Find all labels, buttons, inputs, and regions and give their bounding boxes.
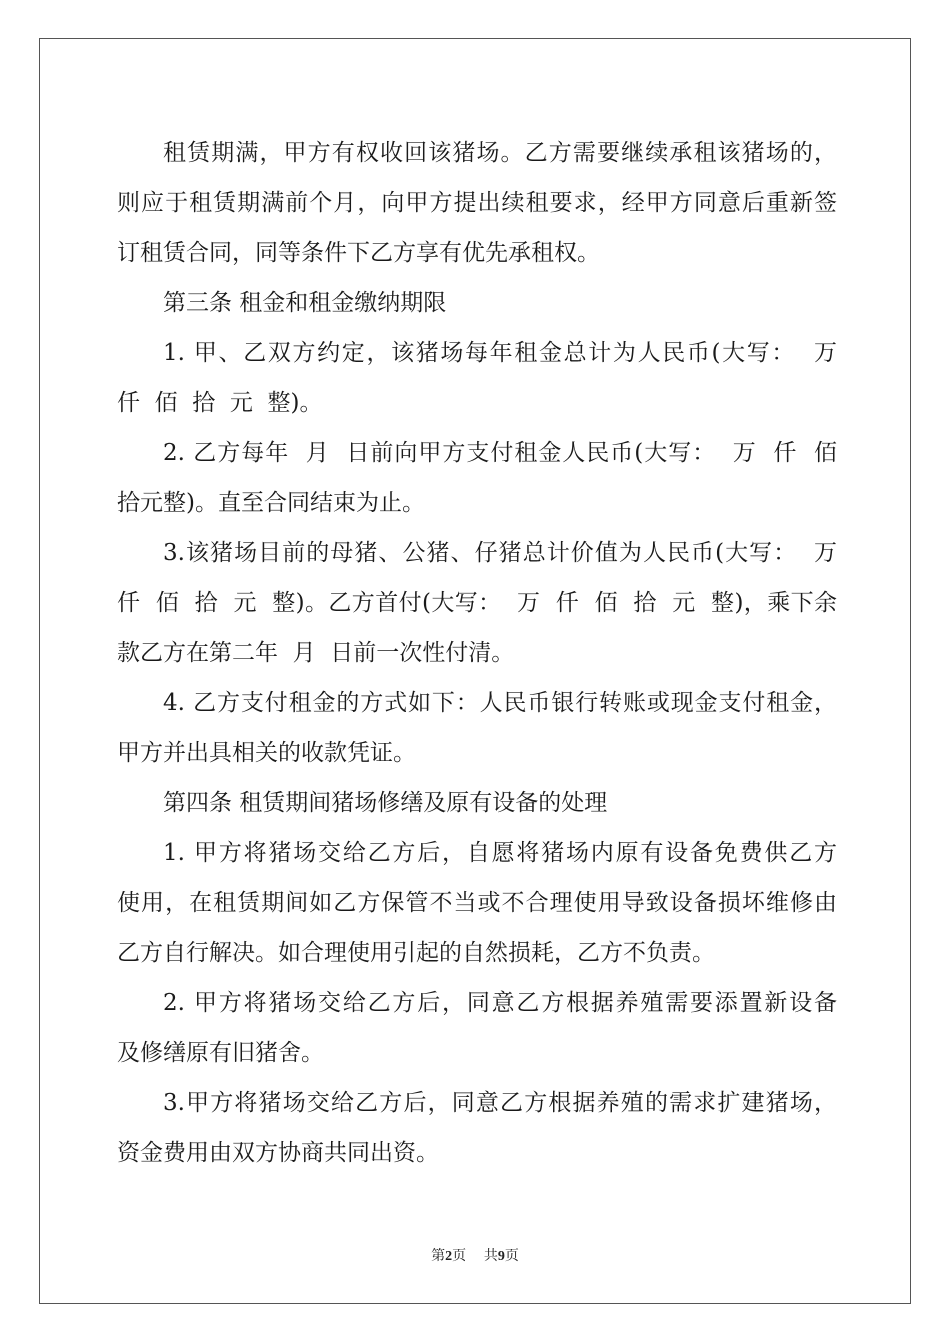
paragraph-line: 2. 甲方将猪场交给乙方后，同意乙方根据养殖需要添置新设备: [163, 990, 837, 1016]
paragraph-line: 资金费用由双方协商共同出资。: [117, 1140, 439, 1166]
current-page-number: 2: [445, 1249, 453, 1264]
paragraph-line: 乙方自行解决。如合理使用引起的自然损耗，乙方不负责。: [117, 940, 715, 966]
paragraph-line: 3.该猪场目前的母猪、公猪、仔猪总计价值为人民币(大写： 万: [163, 540, 837, 566]
paragraph-line: 及修缮原有旧猪舍。: [117, 1040, 324, 1066]
page-footer: [0, 1245, 950, 1265]
footer-prefix: 第: [431, 1248, 446, 1264]
paragraph-line: 1. 甲、乙双方约定，该猪场每年租金总计为人民币(大写： 万: [163, 340, 837, 366]
paragraph-line: 拾元整)。直至合同结束为止。: [117, 490, 425, 516]
paragraph-line: 2. 乙方每年 月 日前向甲方支付租金人民币(大写： 万 仟 佰: [163, 440, 837, 466]
paragraph-line: 租赁期满，甲方有权收回该猪场。乙方需要继续承租该猪场的，: [163, 140, 837, 166]
paragraph-line: 甲方并出具相关的收款凭证。: [117, 740, 416, 766]
document-body: [117, 128, 837, 1178]
section-heading: 第四条 租赁期间猪场修缮及原有设备的处理: [163, 790, 608, 816]
paragraph-line: 使用，在租赁期间如乙方保管不当或不合理使用导致设备损坏维修由: [117, 890, 837, 916]
paragraph-line: 则应于租赁期满前个月，向甲方提出续租要求，经甲方同意后重新签: [117, 190, 837, 216]
footer-suffix: 页: [504, 1248, 519, 1264]
section-heading: 第三条 租金和租金缴纳期限: [163, 290, 447, 316]
paragraph-line: 款乙方在第二年 月 日前一次性付清。: [117, 640, 515, 666]
paragraph-line: 仟 佰 拾 元 整)。乙方首付(大写： 万 仟 佰 拾 元 整)，乘下余: [117, 590, 837, 616]
paragraph-line: 订租赁合同，同等条件下乙方享有优先承租权。: [117, 240, 600, 266]
total-pages-number: 9: [497, 1249, 505, 1264]
paragraph-line: 仟 佰 拾 元 整)。: [117, 390, 323, 416]
paragraph-line: 3.甲方将猪场交给乙方后，同意乙方根据养殖的需求扩建猪场，: [163, 1090, 837, 1116]
paragraph-line: 1. 甲方将猪场交给乙方后，自愿将猪场内原有设备免费供乙方: [163, 840, 837, 866]
footer-middle: 页 共: [452, 1248, 498, 1264]
paragraph-line: 4. 乙方支付租金的方式如下：人民币银行转账或现金支付租金，: [163, 690, 837, 716]
